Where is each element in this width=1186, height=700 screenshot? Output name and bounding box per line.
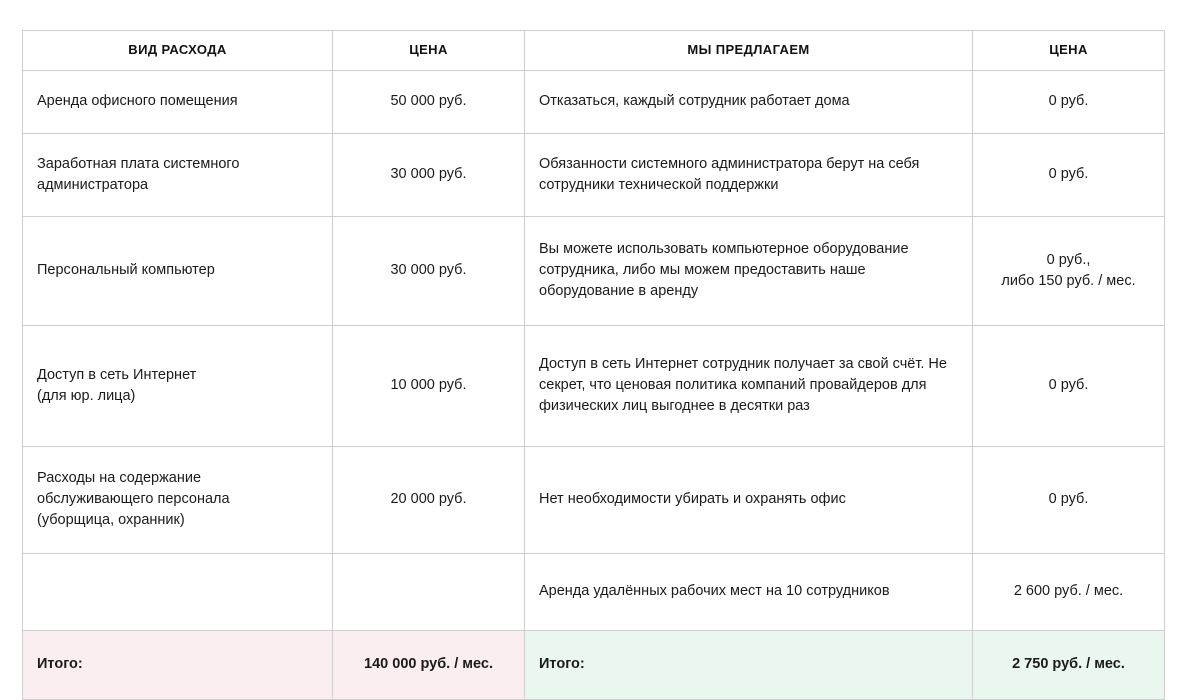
cell-price (333, 553, 525, 630)
cell-price: 30 000 руб. (333, 133, 525, 216)
expense-line-2: (для юр. лица) (37, 387, 136, 404)
table-row (23, 216, 1165, 325)
cell-price: 10 000 руб. (333, 325, 525, 446)
table-total-row (23, 630, 1165, 699)
expense-line-1: Расходы на содержание (37, 470, 202, 487)
expense-line-2: обслуживающего персонала (37, 491, 230, 508)
total-label-left: Итого: (23, 630, 333, 699)
total-value-right: 2 750 руб. / мес. (973, 630, 1165, 699)
column-header-expense-type: ВИД РАСХОДА (23, 31, 333, 71)
cell-price: 30 000 руб. (333, 216, 525, 325)
cell-offer: Доступ в сеть Интернет сотрудник получает за свой счёт. Не секрет, что ценовая политика компаний провайдеров для физических лиц выгоднее в десятки раз (525, 325, 973, 446)
table-row (23, 70, 1165, 133)
cell-expense-type (23, 446, 333, 553)
column-header-our-offer: МЫ ПРЕДЛАГАЕМ (525, 31, 973, 71)
table-row (23, 553, 1165, 630)
table-body (23, 70, 1165, 699)
total-label-right: Итого: (525, 630, 973, 699)
total-value-left: 140 000 руб. / мес. (333, 630, 525, 699)
cell-offer: Обязанности системного администратора берут на себя сотрудники технической поддержки (525, 133, 973, 216)
cell-offer-price: 0 руб. (973, 70, 1165, 133)
cell-offer: Нет необходимости убирать и охранять офис (525, 446, 973, 553)
table-row (23, 325, 1165, 446)
cell-price: 50 000 руб. (333, 70, 525, 133)
column-header-price: ЦЕНА (333, 31, 525, 71)
offer-price-line-1: 0 руб., (1046, 251, 1091, 268)
column-header-offer-price: ЦЕНА (973, 31, 1165, 71)
offer-price-line-2: либо 150 руб. / мес. (1001, 272, 1136, 289)
cell-offer-price: 0 руб. (973, 325, 1165, 446)
cell-offer: Вы можете использовать компьютерное оборудование сотрудника, либо мы можем предоставить наше оборудование в аренду (525, 216, 973, 325)
cell-expense-type: Заработная плата системного администратора (23, 133, 333, 216)
cell-expense-type: Аренда офисного помещения (23, 70, 333, 133)
expense-line-3: (уборщица, охранник) (37, 512, 185, 529)
cost-comparison-table (22, 30, 1165, 700)
table-header-row (23, 31, 1165, 71)
table-header (23, 31, 1165, 71)
cell-offer-price: 0 руб. (973, 133, 1165, 216)
cell-offer-price: 0 руб. (973, 446, 1165, 553)
cell-offer: Отказаться, каждый сотрудник работает дома (525, 70, 973, 133)
cell-offer: Аренда удалённых рабочих мест на 10 сотрудников (525, 553, 973, 630)
table-row (23, 133, 1165, 216)
cell-expense-type (23, 325, 333, 446)
table-row (23, 446, 1165, 553)
expense-line-1: Доступ в сеть Интернет (37, 366, 197, 383)
cell-offer-price: 2 600 руб. / мес. (973, 553, 1165, 630)
cell-expense-type: Персональный компьютер (23, 216, 333, 325)
cell-expense-type (23, 553, 333, 630)
cell-offer-price (973, 216, 1165, 325)
cell-price: 20 000 руб. (333, 446, 525, 553)
